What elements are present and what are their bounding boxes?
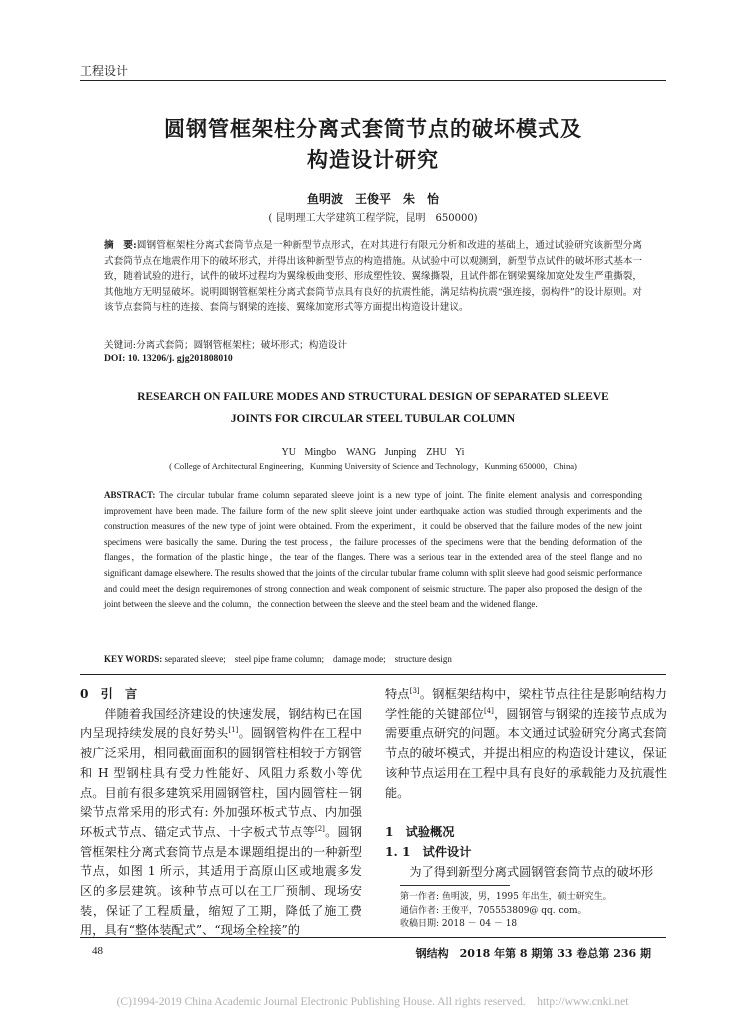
affiliation-en: ( College of Architectural Engineering，Kunming University of Science and Technology，Kunming 650000，China)	[169, 461, 577, 471]
abstract-cn-text: 圆钢管框架柱分离式套筒节点是一种新型节点形式，在对其进行有限元分析和改进的基础上，通过试验研究该新型分离式套筒节点在地震作用下的破坏形式，并得出该种新型节点的构造措施。从试验中可以观测到，新型节点试件的破坏形式基本一致，随着试验的进行，试件的破坏过程均为翼缘板曲变形、形成塑性铰、翼缘撕裂，且试件都在钢梁翼缘加宽处发生严重撕裂，其他地方无明显破坏。说明圆钢管框架柱分离式套筒节点具有良好的抗震性能，满足结构抗震“强连接，弱构件”的设计原则。对该节点套筒与柱的连接、套筒与钢梁的连接、翼缘加宽形式等方面提出构造设计建议。	[104, 240, 643, 314]
intro-paragraph	[80, 705, 362, 941]
abstract-en-text: The circular tubular frame column separated sleeve joint is a new type of joint. The finite element analysis and corresponding improvement have been made. The failure form of the new split sleeve joint under earthquake action was studied through experiments and the construction measures of the new type of joint were obtained. From the experiment，it could be observed that the failure modes of the new joint specimens were basically the same. During the test process，the failure processes of the specimens were that the bending deformation of the flanges，the formation of the plastic hinge，the tear of the flanges. There was a serious tear in the extended area of the steel flange and no significant damage elsewhere. The results showed that the joints of the circular tubular frame column with split sleeve had good seismic performance and could meet the design requiremones of strong connection and weak component of seismic structure. The paper also proposed the design of the joint between the sleeve and the column，the connection between the sleeve and the steel beam and the widened flange.	[104, 490, 642, 610]
keywords-cn-text: 分离式套筒；圆钢管框架柱；破坏形式；构造设计	[136, 340, 348, 351]
page-number: 48	[92, 945, 103, 957]
intro-continuation	[385, 685, 667, 803]
section-header: 工程设计	[80, 64, 129, 78]
footnote-divider	[400, 885, 510, 886]
body-right-column	[385, 685, 667, 882]
section-1-1-text: 为了得到新型分离式圆钢管套筒节点的破坏形	[409, 864, 654, 879]
title-en-line2: JOINTS FOR CIRCULAR STEEL TUBULAR COLUMN	[230, 413, 516, 425]
affiliation-cn: ( 昆明理工大学建筑工程学院，昆明 650000)	[268, 213, 478, 224]
citation-1: [1]	[228, 726, 239, 735]
footer-divider	[80, 937, 666, 938]
abstract-en-label: ABSTRACT:	[104, 490, 156, 500]
citation-4: [4]	[483, 706, 494, 715]
footnote-corresponding: 通信作者: 王俊平，705553809@ qq. com。	[400, 905, 587, 916]
intro-text-1: 伴随着我国经济建设的快速发展，钢结构已在国内呈现持续发展的良好势头	[80, 706, 362, 741]
abstract-cn-label: 摘 要:	[104, 240, 137, 251]
footnote	[400, 891, 668, 932]
footnote-received: 收稿日期: 2018 － 04 － 18	[400, 919, 518, 929]
cont-text-2: 。钢框架结构中，梁柱节点往往是影响结构力学性能的关键部位	[385, 687, 667, 721]
authors-cn: 鱼明波 王俊平 朱 怡	[306, 192, 439, 206]
intro-heading: 0 引 言	[80, 687, 138, 701]
keywords-cn-label: 关键词:	[104, 340, 137, 351]
abstract-en	[104, 488, 642, 613]
intro-text-3: 。圆钢管框架柱分离式套筒节点是本课题组提出的一种新型节点，如图 1 所示，其适用于高原山区或地震多发区的多层建筑。该种节点可以在工厂预制、现场安装，保证了工程质量，缩短了工期，降低了施工费用，具有“整体装配式”、“现场全栓接”的	[80, 824, 363, 938]
abstract-cn	[104, 238, 642, 316]
header-divider	[80, 80, 666, 81]
section-1-1-heading: 1. 1 试件设计	[385, 844, 472, 859]
keywords-en	[104, 652, 644, 665]
doi: DOI: 10. 13206/j. gjg201808010	[104, 353, 233, 364]
cont-text-3: ，圆钢管与钢梁的连接节点成为需要重点研究的问题。本文通过试验研究分离式套筒节点的破坏模式，并提出相应的构造设计建议，保证该种节点运用在工程中具有良好的承载能力及抗震性能。	[385, 706, 667, 800]
title-cn-line2: 构造设计研究	[307, 147, 439, 172]
journal-info: 钢结构 2018 年第 8 期第 33 卷总第 236 期	[415, 947, 651, 960]
section-divider	[80, 674, 666, 675]
title-en	[90, 386, 656, 430]
title-cn-line1: 圆钢管框架柱分离式套筒节点的破坏模式及	[164, 116, 582, 141]
keywords-en-label: KEY WORDS:	[104, 654, 163, 664]
keywords-en-text: separated sleeve; steel pipe frame column; damage mode; structure design	[164, 654, 452, 664]
intro-text-2: 。圆钢管构件在工程中被广泛采用，相同截面面积的圆钢管柱相较于方钢管和 H 型钢柱具有受力性能好、风阻力系数小等优点。目前有很多建筑采用圆钢管柱，国内圆管柱－钢梁节点常采用的形式有: 外加强环板式节点、内加强环板式节点、锚定式节点、十字板式节点等	[80, 726, 362, 839]
copyright-watermark: (C)1994-2019 China Academic Journal Electronic Publishing House. All rights reserved. http://www.cnki.net	[116, 996, 629, 1008]
keywords-cn	[104, 337, 644, 351]
authors-en: YU Mingbo WANG Junping ZHU Yi	[281, 447, 465, 458]
body-left-column	[80, 685, 362, 941]
citation-3: [3]	[409, 686, 420, 695]
section-1-heading: 1 试验概况	[385, 825, 455, 840]
title-en-line1: RESEARCH ON FAILURE MODES AND STRUCTURAL DESIGN OF SEPARATED SLEEVE	[137, 391, 609, 403]
footnote-author: 第一作者: 鱼明波，男，1995 年出生，硕士研究生。	[400, 892, 612, 902]
citation-2: [2]	[314, 824, 325, 833]
cont-text-1: 特点	[385, 687, 410, 701]
